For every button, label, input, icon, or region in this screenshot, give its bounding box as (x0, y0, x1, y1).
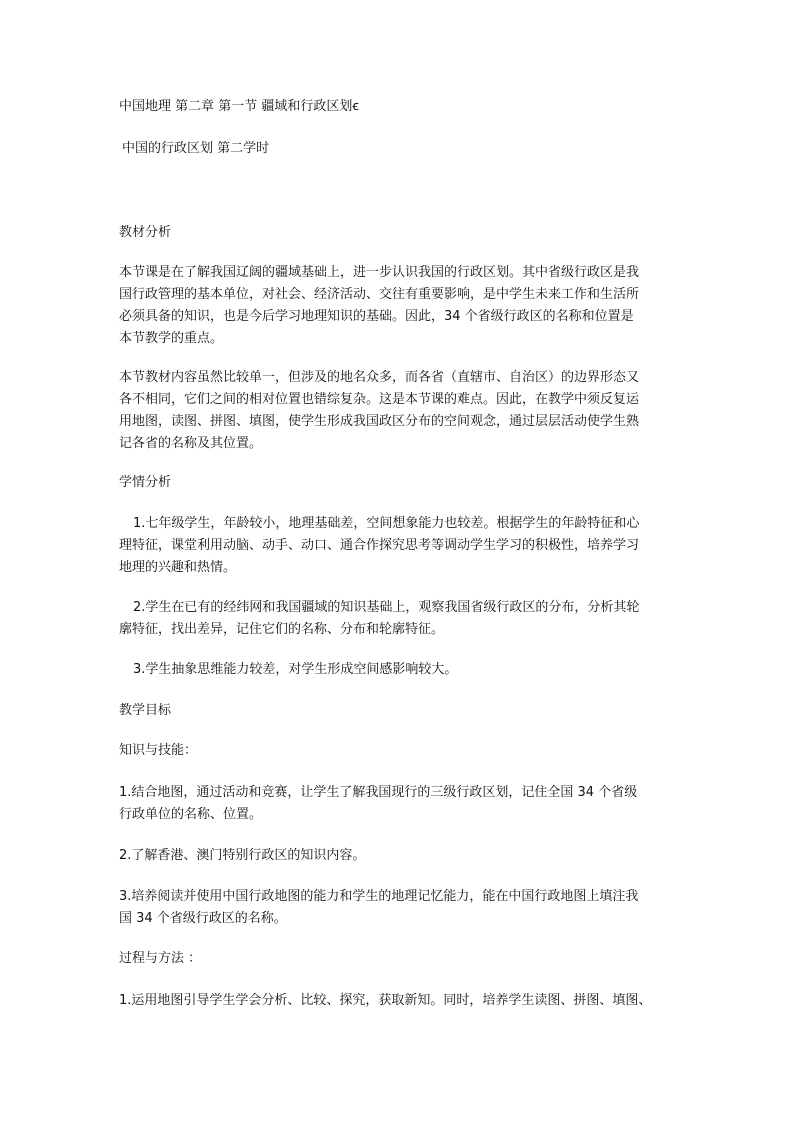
text-line: 本节课是在了解我国辽阔的疆域基础上，进一步认识我国的行政区划。其中省级行政区是我 (119, 265, 640, 280)
text-line: 2.学生在已有的经纬网和我国疆域的知识基础上，观察我国省级行政区的分布，分析其轮 (133, 600, 640, 615)
paragraph-students-3 (119, 659, 693, 681)
text-line: 本节教材内容虽然比较单一，但涉及的地名众多，而各省（直辖市、自治区）的边界形态又 (119, 370, 640, 385)
subheading-knowledge-skills: 知识与技能： (119, 743, 198, 758)
paragraph-textbook-2 (119, 367, 679, 455)
text-line: 1.七年级学生，年龄较小，地理基础差，空间想象能力也较差。根据学生的年龄特征和心 (133, 516, 640, 531)
text-line: 国行政管理的基本单位，对社会、经济活动、交往有重要影响，是中学生未来工作和生活所 (119, 287, 640, 302)
paragraph-process-1 (119, 990, 679, 1012)
section-heading-students: 学情分析 (119, 475, 172, 490)
paragraph-knowledge-2 (119, 845, 679, 867)
paragraph-knowledge-3 (119, 886, 679, 930)
document-title (119, 96, 679, 118)
text-line: 各不相同，它们之间的相对位置也错综复杂。这是本节课的难点。因此，在教学中须反复运 (119, 392, 640, 407)
paragraph-students-1 (119, 513, 693, 579)
text-line: 1.运用地图引导学生学会分析、比较、探究，获取新知。同时，培养学生读图、拼图、填图、 (119, 993, 652, 1008)
text-line: 行政单位的名称、位置。 (119, 807, 263, 822)
text-line: 2.了解香港、澳门特别行政区的知识内容。 (119, 848, 366, 863)
title-text: 中国地理 第二章 第一节 疆域和行政区划 (119, 99, 353, 114)
document-subtitle: 中国的行政区划 第二学时 (122, 141, 270, 156)
text-line: 本节教学的重点。 (119, 331, 224, 346)
paragraph-knowledge-1 (119, 782, 679, 826)
text-line: 必须具备的知识，也是今后学习地理知识的基础。因此，34 个省级行政区的名称和位置是 (119, 309, 634, 324)
text-line: 理特征，课堂利用动脑、动手、动口、通合作探究思考等调动学生学习的积极性，培养学习 (119, 538, 640, 553)
section-heading-goals: 教学目标 (119, 703, 172, 718)
subheading-process-methods: 过程与方法 ： (119, 951, 202, 966)
text-line: 3.培养阅读并使用中国行政地图的能力和学生的地理记忆能力，能在中国行政地图上填注我 (119, 889, 639, 904)
text-line: 用地图，读图、拼图、填图，使学生形成我国政区分布的空间观念，通过层层活动使学生熟 (119, 414, 640, 429)
text-line: 3.学生抽象思维能力较差，对学生形成空间感影响较大。 (133, 662, 458, 677)
section-heading-textbook: 教材分析 (119, 225, 172, 240)
paragraph-textbook-1 (119, 262, 679, 350)
text-line: 国 34 个省级行政区的名称。 (119, 911, 287, 926)
title-suffix: ꞓ (352, 99, 359, 114)
text-line: 廓特征，找出差异，记住它们的名称、分布和轮廓特征。 (119, 622, 445, 637)
paragraph-students-2 (119, 597, 693, 641)
text-line: 1.结合地图，通过活动和竞赛，让学生了解我国现行的三级行政区划，记住全国 34 个省级 (119, 785, 638, 800)
text-line: 记各省的名称及其位置。 (119, 436, 263, 451)
text-line: 地理的兴趣和热情。 (119, 560, 237, 575)
